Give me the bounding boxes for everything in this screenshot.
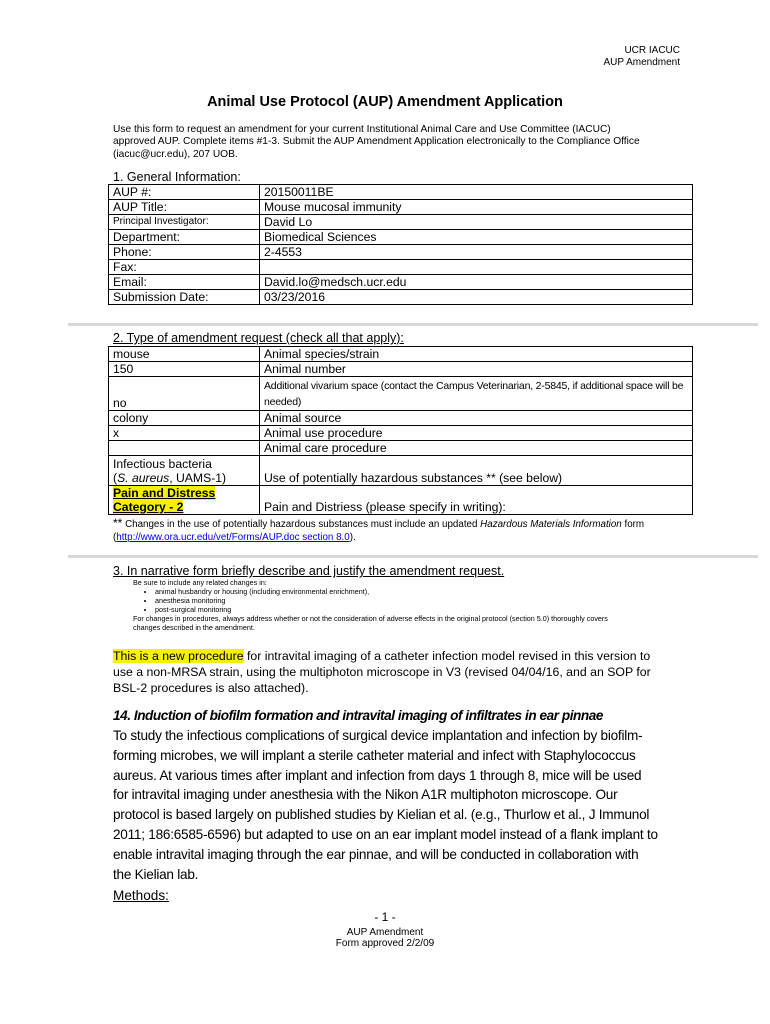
row-value: David.lo@medsch.ucr.edu <box>260 275 693 290</box>
row-value: 20150011BE <box>260 185 693 200</box>
check-cell <box>109 441 260 456</box>
table-row <box>109 441 693 456</box>
guidance-list <box>133 587 633 614</box>
item-cell: Animal source <box>260 411 693 426</box>
item-cell: Animal care procedure <box>260 441 693 456</box>
section2-heading: 2. Type of amendment request (check all that apply): <box>113 331 404 345</box>
aup-form-link[interactable]: http://www.ora.ucr.edu/vet/Forms/AUP.doc section 8.0 <box>116 532 350 543</box>
item-cell: Pain and Distriess (please specify in writing): <box>260 486 693 515</box>
methods-heading: Methods: <box>113 888 169 903</box>
item-cell: Use of potentially hazardous substances ** (see below) <box>260 456 693 486</box>
row-value: Mouse mucosal immunity <box>260 200 693 215</box>
row-value: 2-4553 <box>260 245 693 260</box>
list-item: • post-surgical monitoring <box>155 605 633 614</box>
list-item: • anesthesia monitoring <box>155 596 633 605</box>
row-label: Fax: <box>109 260 260 275</box>
check-cell: colony <box>109 411 260 426</box>
row-value: Biomedical Sciences <box>260 230 693 245</box>
amendment-type-table <box>108 346 693 515</box>
table-row <box>109 200 693 215</box>
check-line2: (S. aureus, UAMS-1) <box>113 471 227 485</box>
table-row <box>109 426 693 441</box>
hazard-note: ** Changes in the use of potentially hazardous substances must include an updated Hazardous Materials Information form (http://www.ora.ucr.edu/vet/Forms/AUP.doc section 8.0). <box>113 516 645 543</box>
section3-heading: 3. In narrative form briefly describe and justify the amendment request. <box>113 564 505 578</box>
check-cell: x <box>109 426 260 441</box>
page-number: - 1 - <box>374 910 396 924</box>
page-title: Animal Use Protocol (AUP) Amendment Application <box>207 94 563 110</box>
pain-category-highlight: Category - 2 <box>113 500 184 514</box>
check-cell: no <box>109 377 260 411</box>
row-value: David Lo <box>260 215 693 230</box>
row-label: Email: <box>109 275 260 290</box>
check-cell: mouse <box>109 347 260 362</box>
header-line2: AUP Amendment <box>603 57 680 68</box>
section1-heading: 1. General Information: <box>113 170 241 184</box>
table-row <box>109 362 693 377</box>
pain-distress-highlight: Pain and Distress <box>113 486 216 500</box>
section-divider <box>68 555 758 558</box>
procedure-body: To study the infectious complications of surgical device implantation and infection by biofilm-forming microbes, we will implant a sterile catheter material and infect with Staphylococcus aureus. At various times after implant and infection from days 1 through 8, mice will be used for intravital imaging under anesthesia with the Nikon A1R multiphoton microscope. Our protocol is based largely on published studies by Kielian et al. (e.g., Thurlow et al., J Immunol 2011; 186:6585-6596) but adapted to use on an ear implant model instead of a flank implant to enable intravital imaging through the ear pinnae, and will be conducted in collaboration with the Kielian lab. <box>113 728 658 882</box>
check-cell: 150 <box>109 362 260 377</box>
table-row <box>109 215 693 230</box>
table-row <box>109 377 693 411</box>
table-row <box>109 456 693 486</box>
item-cell: Animal number <box>260 362 693 377</box>
list-item: • animal husbandry or housing (including environmental enrichment), <box>155 587 633 596</box>
table-row <box>109 275 693 290</box>
row-label: AUP #: <box>109 185 260 200</box>
item-cell: Animal species/strain <box>260 347 693 362</box>
table-row <box>109 347 693 362</box>
item-cell: Animal use procedure <box>260 426 693 441</box>
table-row <box>109 245 693 260</box>
item-cell: Additional vivarium space (contact the Campus Veterinarian, 2-5845, if additional space will be needed) <box>260 377 693 411</box>
table-row <box>109 486 693 515</box>
row-value: 03/23/2016 <box>260 290 693 305</box>
table-row <box>109 290 693 305</box>
document-header <box>603 45 680 69</box>
footer-line1: AUP Amendment <box>346 927 424 938</box>
general-info-table <box>108 184 693 305</box>
intro-text: Use this form to request an amendment for your current Institutional Animal Care and Use Committee (IACUC) approved AUP. Complete items #1-3. Submit the AUP Amendment Application electronically to the Compliance Office (iacuc@ucr.edu), 207 UOB. <box>113 124 640 160</box>
section-divider <box>68 323 758 326</box>
row-label: AUP Title: <box>109 200 260 215</box>
table-row <box>109 411 693 426</box>
check-line1: Infectious bacteria <box>113 457 212 471</box>
header-line1: UCR IACUC <box>624 45 680 56</box>
new-procedure-highlight: This is a new procedure <box>113 649 244 663</box>
new-procedure-paragraph: This is a new procedure for intravital imaging of a catheter infection model revised in this version to use a non-MRSA strain, using the multiphoton microscope in V3 (revised 04/04/16, and an SOP for BSL-2 procedures is also attached). <box>113 649 651 695</box>
row-label: Phone: <box>109 245 260 260</box>
row-value <box>260 260 693 275</box>
table-row <box>109 185 693 200</box>
procedure-title: 14. Induction of biofilm formation and intravital imaging of infiltrates in ear pinnae <box>113 708 603 723</box>
table-row <box>109 230 693 245</box>
footer-line2: Form approved 2/2/09 <box>335 938 435 949</box>
check-cell <box>109 486 260 515</box>
guidance-text: Be sure to include any related changes in: • animal husbandry or housing (including environmental enrichment), • anesthesia monitoring • post-surgical monitoring For changes in procedures, always address whether or not the consideration of adverse effects in the original protocol (section 5.0) thoroughly covers changes described in the amendment. <box>133 578 633 632</box>
row-label: Submission Date: <box>109 290 260 305</box>
check-cell <box>109 456 260 486</box>
table-row <box>109 260 693 275</box>
row-label: Department: <box>109 230 260 245</box>
row-label: Principal Investigator: <box>109 215 260 230</box>
